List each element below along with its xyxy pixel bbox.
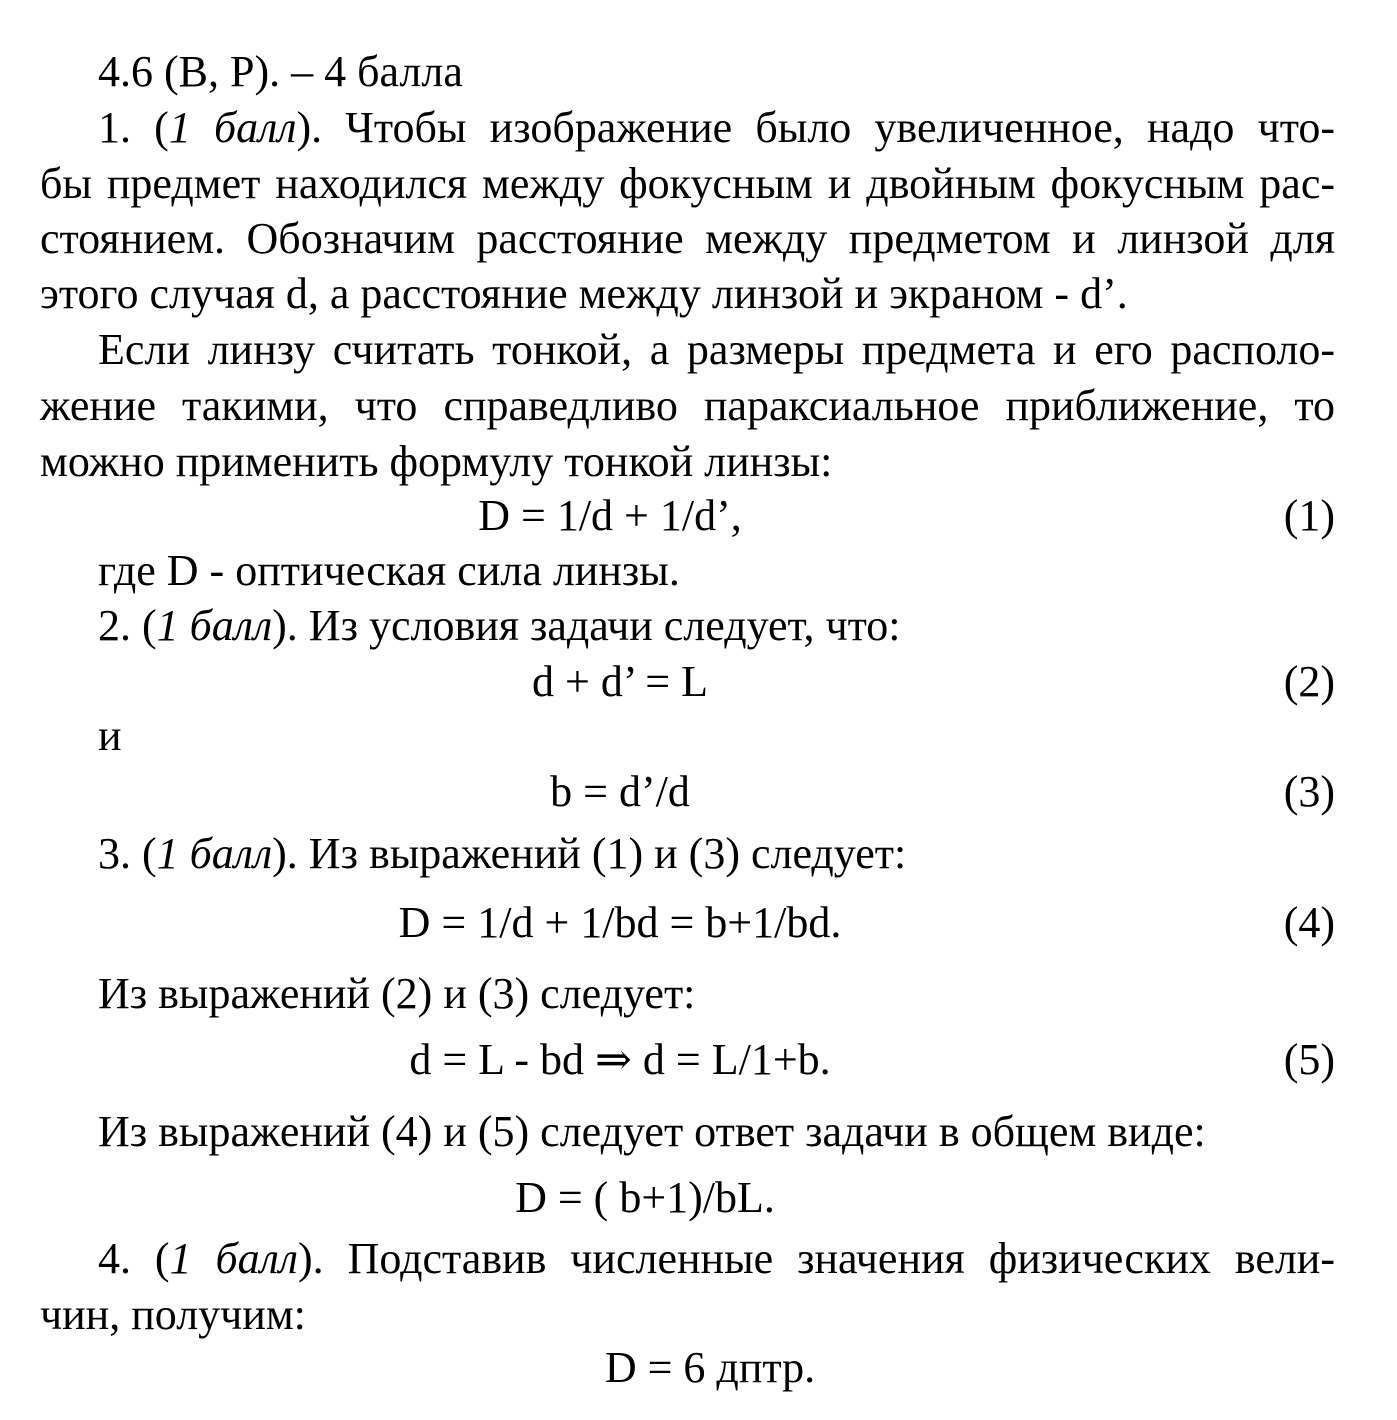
para5-line: Из выражений (2) и (3) следует: [98,969,696,1018]
equation-4-number: (4) [1283,898,1335,947]
step1-score: 1 балл [168,103,297,152]
equation-2-number: (2) [1283,657,1335,706]
step3-score: 1 балл [156,829,273,878]
step1-line2: бы предмет находился между фокусным и двойным фокусным рас- [40,159,1335,208]
equation-4: D = 1/d + 1/bd = b+1/bd. [398,898,842,947]
step1-line4: этого случая d, а расстояние между линзой и экраном - d’. [40,269,1128,318]
equation-1: D = 1/d + 1/d’, [478,491,742,540]
step4-line1: 4. (1 балл). Подставив численные значения физических вели- [98,1234,1336,1283]
para2-line3: можно применить формулу тонкой линзы: [40,437,833,486]
para2-line2: жение такими, что справедливо параксиальное приближение, то [40,381,1335,430]
equation-2: d + d’ = L [532,657,708,706]
step3-line: 3. (1 балл). Из выражений (1) и (3) следует: [98,829,907,878]
step1-line3: стоянием. Обозначим расстояние между предметом и линзой для [40,214,1335,263]
step2-line: 2. (1 балл). Из условия задачи следует, что: [98,601,901,650]
equation-1-number: (1) [1283,491,1335,540]
equation-1-note: где D - оптическая сила линзы. [98,546,680,595]
equation-3: b = d’/d [550,767,690,816]
para6-line: Из выражений (4) и (5) следует ответ задачи в общем виде: [98,1107,1206,1156]
step4-line2: чин, получим: [40,1290,306,1339]
problem-heading: 4.6 (В, Р). – 4 балла [98,47,463,96]
equation-5-number: (5) [1283,1035,1335,1084]
step4-score: 1 балл [169,1234,298,1283]
equation-3-number: (3) [1283,767,1335,816]
step2-score: 1 балл [156,601,273,650]
step1-line1: 1. (1 балл). Чтобы изображение было увеличенное, надо что- [98,103,1336,152]
equation-final-answer: D = 6 дптр. [604,1343,816,1392]
para2-line1: Если линзу считать тонкой, а размеры предмета и его располо- [98,325,1335,374]
conjunction-and: и [98,711,122,760]
equation-5: d = L - bd ⇒ d = L/1+b. [409,1035,831,1084]
equation-general-answer: D = ( b+1)/bL. [515,1173,775,1222]
